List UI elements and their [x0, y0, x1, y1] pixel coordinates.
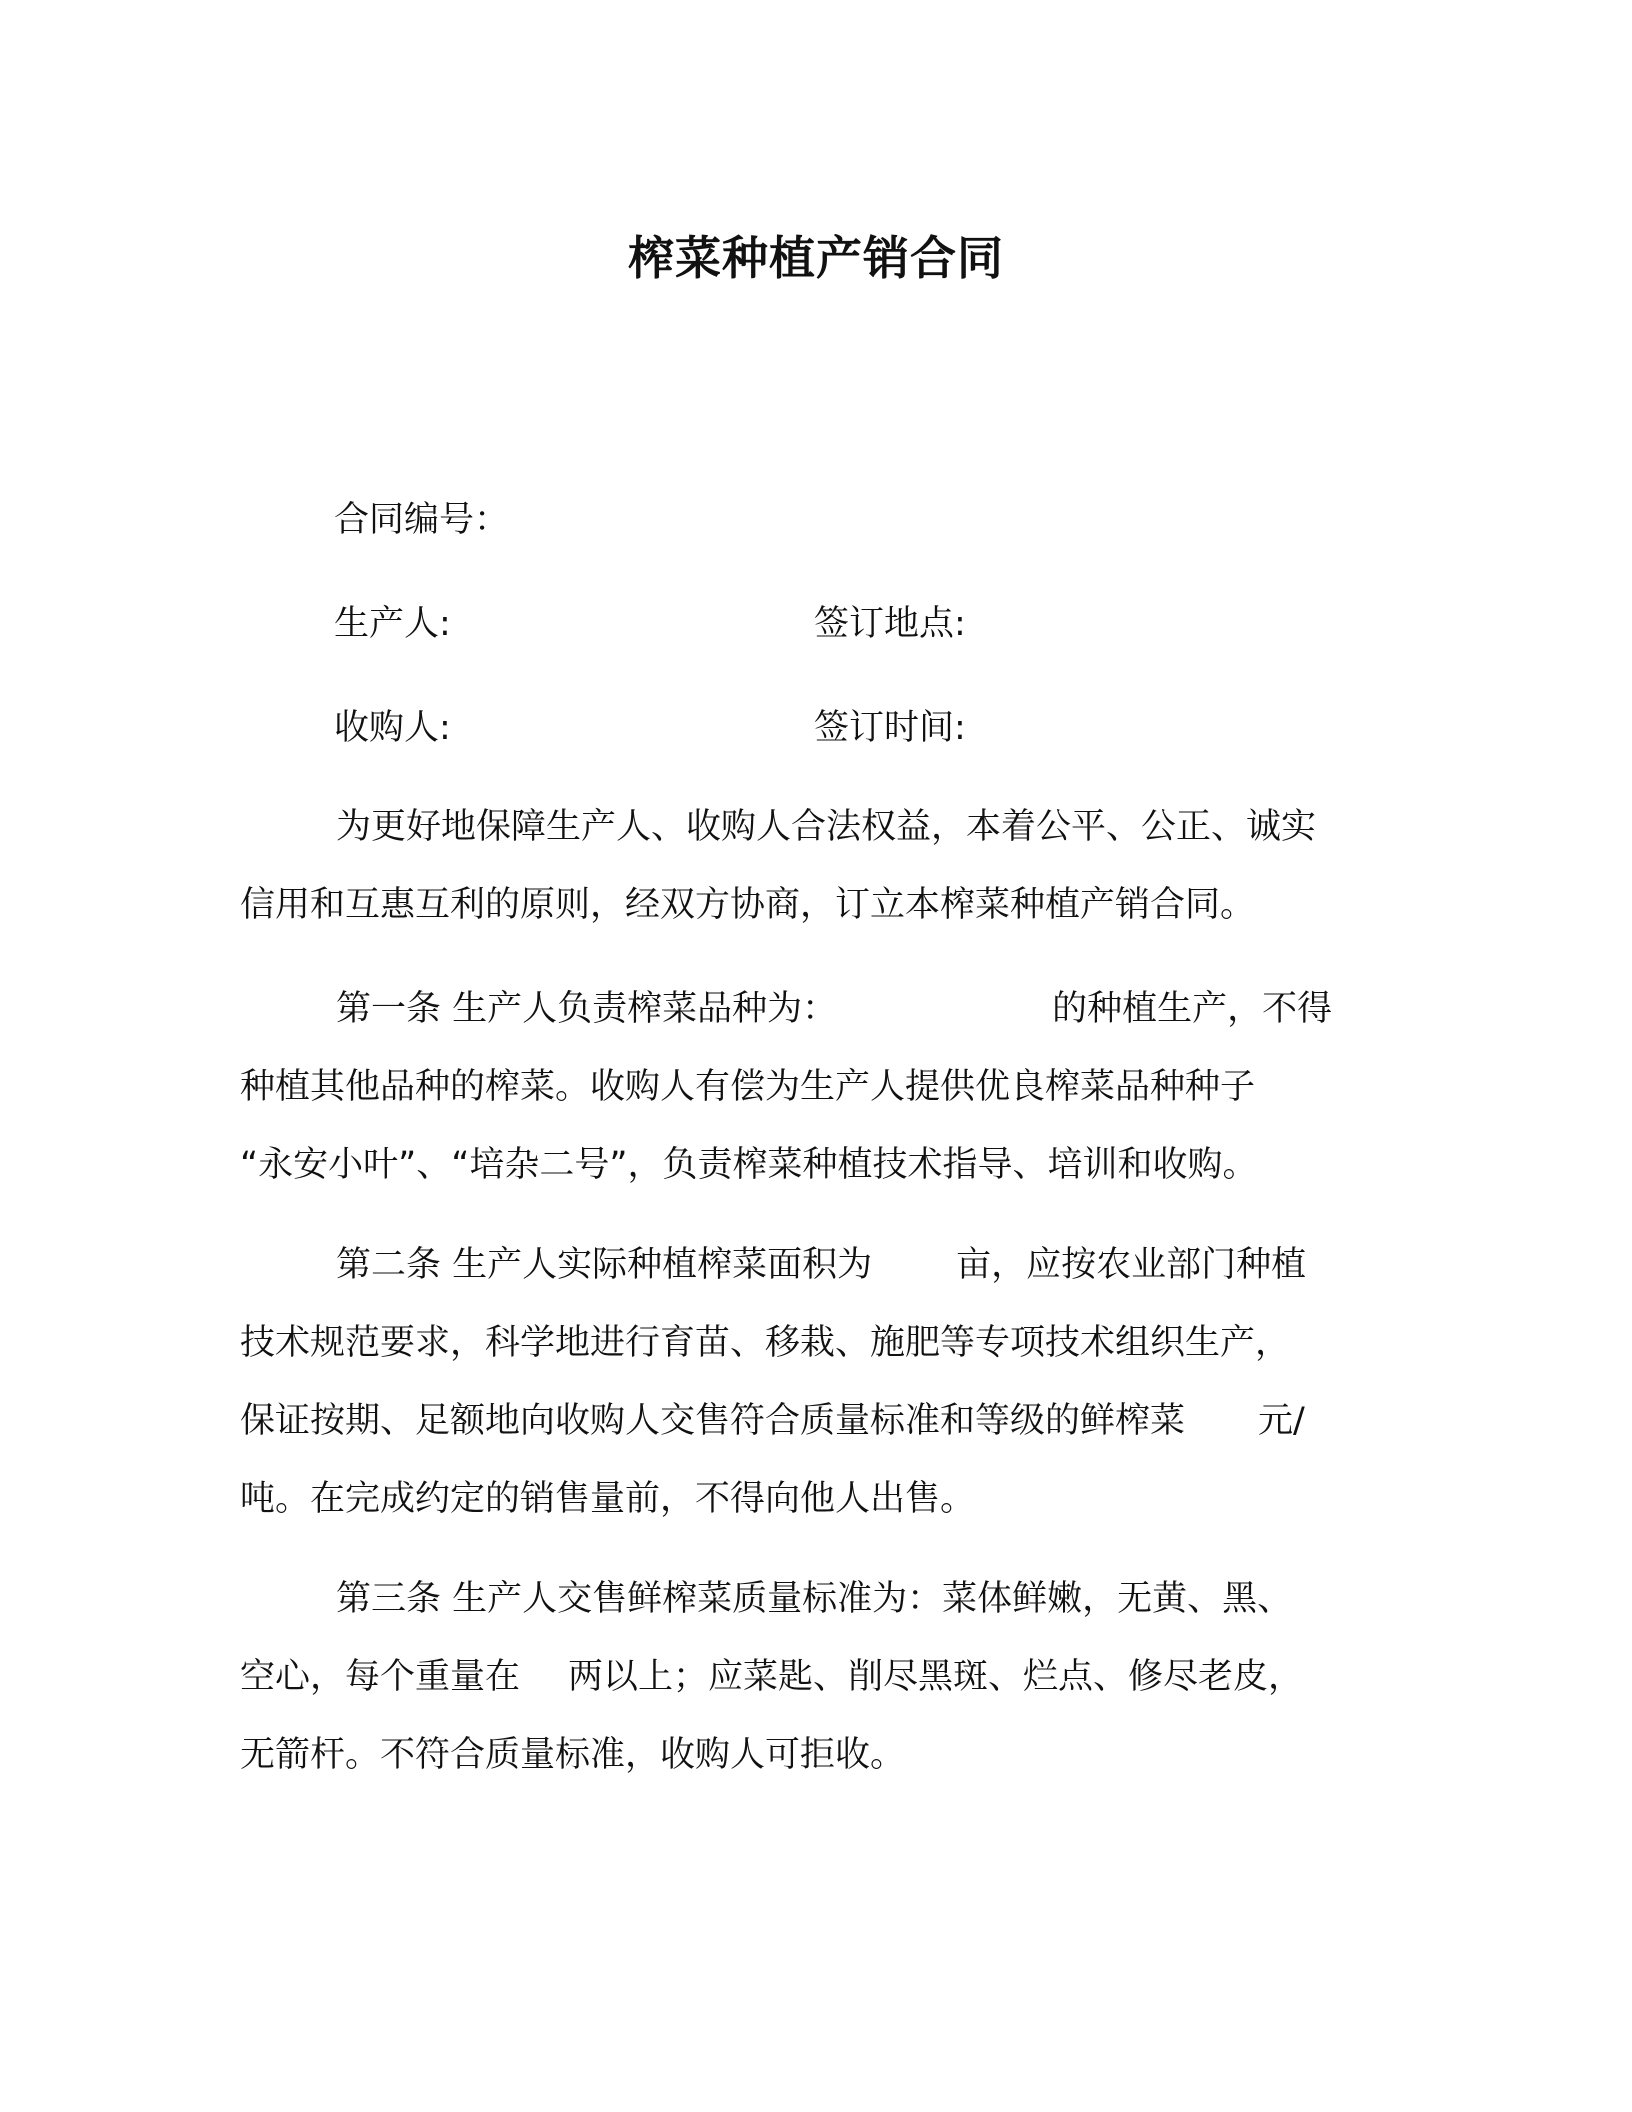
- article-1-paragraph: [240, 970, 1380, 1204]
- article-3-line: [240, 1638, 1380, 1716]
- sign-place-label: 签订地点:: [814, 604, 966, 644]
- article-1-line: [240, 970, 1380, 1048]
- article-3-text: 两以上；应菜匙、削尽黑斑、烂点、修尽老皮，: [568, 1657, 1304, 1697]
- contract-number-label: 合同编号：: [334, 500, 510, 540]
- article-3-paragraph: [240, 1560, 1380, 1794]
- article-2-text: 第二条 生产人实际种植榨菜面积为: [336, 1245, 873, 1285]
- buyer-label: 收购人:: [334, 708, 451, 748]
- preamble-paragraph: [240, 788, 1380, 944]
- article-2-text: 保证按期、足额地向收购人交售符合质量标准和等级的鲜榨菜: [240, 1401, 1186, 1441]
- sign-time-label: 签订时间:: [814, 708, 966, 748]
- article-2-text: 元/: [1258, 1401, 1305, 1441]
- article-2-text: 亩，应按农业部门种植: [956, 1245, 1307, 1285]
- article-2-line: 吨。在完成约定的销售量前，不得向他人出售。: [240, 1479, 976, 1519]
- document-title: 榨菜种植产销合同: [628, 231, 1004, 285]
- producer-label: 生产人:: [334, 604, 451, 644]
- article-3-line: 第三条 生产人交售鲜榨菜质量标准为：菜体鲜嫩，无黄、黑、: [336, 1579, 1293, 1619]
- article-2-line: 技术规范要求，科学地进行育苗、移栽、施肥等专项技术组织生产，: [240, 1323, 1291, 1363]
- preamble-line: 为更好地保障生产人、收购人合法权益，本着公平、公正、诚实: [336, 807, 1317, 847]
- article-2-line: [240, 1382, 1380, 1460]
- article-1-text: 第一条 生产人负责榨菜品种为：: [336, 989, 838, 1029]
- article-1-line: “永安小叶”、“培杂二号”，负责榨菜种植技术指导、培训和收购。: [240, 1145, 1258, 1185]
- article-2-paragraph: [240, 1226, 1380, 1538]
- article-2-line: [240, 1226, 1380, 1304]
- article-3-line: 无箭杆。不符合质量标准，收购人可拒收。: [240, 1735, 906, 1775]
- preamble-line: 信用和互惠互利的原则，经双方协商，订立本榨菜种植产销合同。: [240, 885, 1256, 925]
- article-3-text: 空心，每个重量在: [240, 1657, 521, 1697]
- article-1-line: 种植其他品种的榨菜。收购人有偿为生产人提供优良榨菜品种种子: [240, 1067, 1256, 1107]
- article-1-text: 的种植生产，不得: [1052, 989, 1333, 1029]
